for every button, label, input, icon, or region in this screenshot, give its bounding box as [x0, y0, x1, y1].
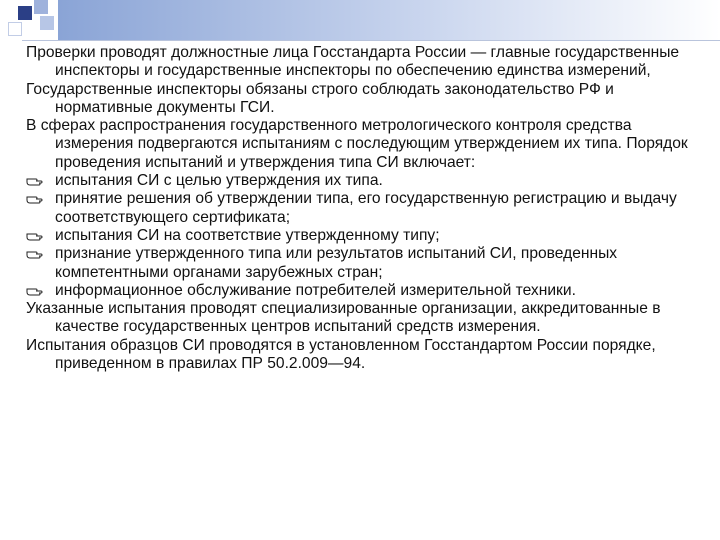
bullet-text: испытания СИ на соответствие утвержденному типу;: [55, 226, 440, 244]
decor-square-dark: [18, 6, 32, 20]
bullet-text: принятие решения об утверждении типа, его государственную регистрацию и выдачу соответствующего сертификата;: [55, 190, 677, 226]
paragraph: Указанные испытания проводят специализированные организации, аккредитованные в качестве государственных центров испытаний средств измерения.: [26, 300, 661, 336]
title-bar-gradient: [58, 0, 720, 40]
bullet-text: испытания СИ с целью утверждения их типа.: [55, 172, 383, 190]
bullet-item: [26, 172, 698, 190]
decor-square-light: [40, 16, 54, 30]
pointing-hand-icon: [26, 193, 44, 205]
decor-square-outline: [8, 22, 22, 36]
pointing-hand-icon: [26, 230, 44, 242]
header-divider: [22, 40, 720, 41]
pointing-hand-icon: [26, 248, 44, 260]
bullet-item: [26, 245, 698, 282]
bullet-item: [26, 190, 698, 227]
paragraph: Проверки проводят должностные лица Госстандарта России — главные государственные инспекторы и государственные инспекторы по обеспечению единства измерений,: [26, 44, 680, 80]
paragraph: Государственные инспекторы обязаны строго соблюдать законодательство РФ и нормативные документы ГСИ.: [26, 80, 614, 116]
bullet-item: [26, 282, 698, 300]
corner-decoration: [0, 0, 60, 44]
slide-body: [26, 44, 698, 373]
pointing-hand-icon: [26, 175, 44, 187]
bullet-item: [26, 227, 698, 245]
pointing-hand-icon: [26, 285, 44, 297]
decor-square-light: [34, 0, 48, 14]
bullet-text: информационное обслуживание потребителей измерительной техники.: [55, 281, 576, 299]
paragraph: В сферах распространения государственного метрологического контроля средства измерения подвергаются испытаниям с последующим утверждением их типа. Порядок проведения испытаний и утверждения типа СИ включает:: [26, 117, 688, 171]
paragraph: Испытания образцов СИ проводятся в установленном Госстандартом России порядке, приведенном в правилах ПР 50.2.009—94.: [26, 336, 656, 373]
bullet-text: признание утвержденного типа или результатов испытаний СИ, проведенных компетентными органами зарубежных стран;: [55, 245, 618, 281]
